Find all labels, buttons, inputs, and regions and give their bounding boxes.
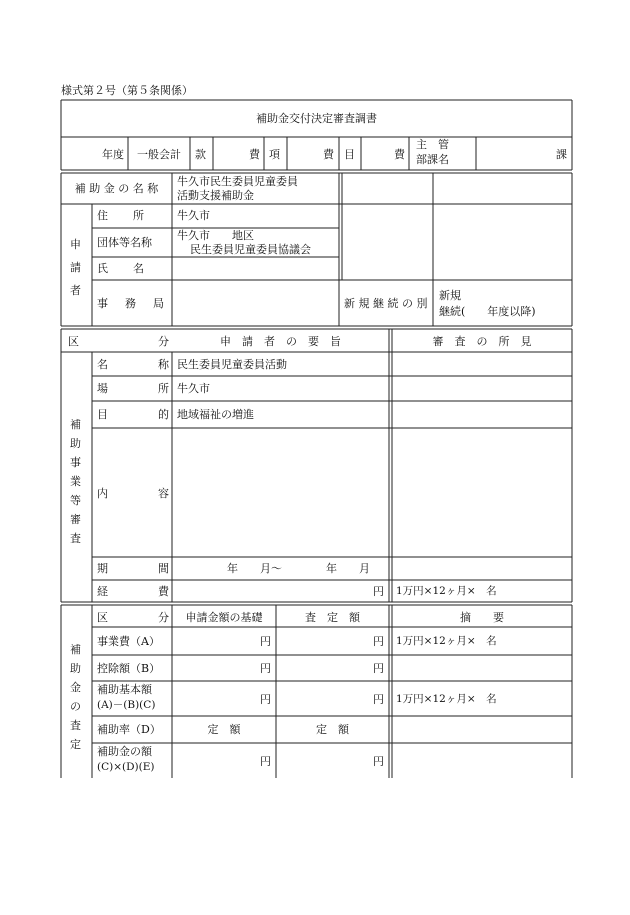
dept-sub-label: 部課名 (416, 153, 449, 166)
row-c-basis: 円 (260, 693, 271, 706)
period-label-1: 期 (97, 562, 108, 575)
row-d-label: 補助率（D） (97, 723, 161, 736)
row-c-label-2: (A)－(B)(C) (97, 699, 156, 711)
budget-year: 年度 (102, 148, 124, 161)
row-a-summary: 1万円×12ヶ月× 名 (396, 635, 497, 647)
budget-moku-hi: 費 (323, 148, 334, 161)
review-side-4: 業 (70, 475, 81, 488)
row-e-label-2: (C)×(D)(E) (97, 761, 155, 773)
name-label-2: 称 (158, 358, 169, 371)
amount-side-5: 査 (70, 719, 81, 732)
org-label: 団体等名称 (97, 236, 152, 249)
subsidy-name-value-2: 活動支援補助金 (177, 189, 254, 202)
summary-header: 摘 要 (460, 611, 504, 624)
form-number: 様式第２号（第５条関係） (61, 84, 193, 97)
purpose-label-1: 目 (97, 408, 108, 421)
applicant-summary-header: 申 請 者 の 要 旨 (220, 335, 341, 348)
assessed-header: 査 定 額 (305, 611, 360, 624)
org-value-1: 牛久市 地区 (177, 229, 254, 242)
expense-label-1: 経 (97, 585, 108, 598)
new-option: 新規 (439, 289, 461, 302)
budget-setsu-hi: 費 (394, 148, 405, 161)
expense-note: 1万円×12ヶ月× 名 (396, 585, 497, 597)
budget-ka: 課 (556, 148, 567, 161)
expense-label-2: 費 (158, 585, 169, 598)
review-side-6: 審 (70, 513, 81, 526)
row-c-label-1: 補助基本額 (97, 683, 152, 696)
continue-option: 継続( 年度以降) (439, 305, 536, 318)
review-side-3: 事 (70, 456, 81, 469)
amount-division-2: 分 (158, 611, 169, 624)
row-d-assessed: 定 額 (316, 723, 349, 736)
subsidy-name-value-1: 牛久市民生委員児童委員 (177, 175, 298, 188)
row-a-assessed: 円 (373, 635, 384, 648)
address-value: 牛久市 (177, 209, 210, 222)
purpose-value: 地域福祉の増進 (177, 408, 254, 421)
row-d-basis: 定 額 (207, 723, 241, 736)
amount-side-2: 助 (70, 662, 81, 675)
row-a-basis: 円 (260, 635, 271, 648)
review-side-1: 補 (70, 418, 81, 431)
subsidy-name-label: 補 助 金 の 名 称 (74, 182, 159, 195)
applicant-label-1: 申 (70, 238, 81, 251)
row-b-assessed: 円 (373, 662, 384, 675)
budget-kan: 款 (195, 148, 206, 161)
period-label-2: 間 (158, 562, 169, 575)
document-title: 補助金交付決定審査調書 (256, 112, 377, 125)
review-findings-header: 審 査 の 所 見 (432, 335, 532, 348)
review-side-2: 助 (70, 437, 81, 450)
row-e-basis: 円 (260, 755, 271, 768)
address-label: 住 所 (97, 209, 145, 222)
basis-header: 申請金額の基礎 (185, 611, 263, 624)
amount-side-1: 補 (70, 643, 81, 656)
budget-account: 一般会計 (137, 148, 181, 161)
row-e-label-1: 補助金の額 (97, 745, 152, 758)
purpose-label-2: 的 (158, 408, 169, 421)
row-e-assessed: 円 (373, 755, 384, 768)
row-c-summary: 1万円×12ヶ月× 名 (396, 693, 497, 705)
content-label-2: 容 (158, 487, 169, 500)
amount-division-1: 区 (97, 611, 108, 624)
row-b-label: 控除額（B） (97, 662, 161, 675)
review-side-7: 査 (70, 532, 81, 545)
office-label: 事 務 局 (97, 297, 167, 310)
amount-side-3: 金 (70, 681, 81, 694)
amount-side-4: の (70, 700, 81, 713)
name-value: 民生委員児童委員活動 (177, 358, 287, 371)
row-c-assessed: 円 (373, 693, 384, 706)
budget-kou: 項 (269, 148, 280, 161)
review-division-1: 区 (68, 335, 79, 348)
period-value: 年 月～ 年 月 (227, 562, 370, 575)
new-continue-label: 新 規 継 続 の 別 (344, 297, 428, 310)
applicant-label-3: 者 (70, 284, 81, 297)
review-side-5: 等 (70, 494, 81, 507)
place-value: 牛久市 (177, 382, 210, 395)
name-label-1: 名 (97, 358, 108, 371)
amount-side-6: 定 (70, 738, 81, 751)
review-division-2: 分 (158, 335, 169, 348)
applicant-label-2: 請 (70, 261, 81, 274)
budget-moku: 目 (344, 148, 355, 161)
place-label-1: 場 (97, 382, 108, 395)
row-b-basis: 円 (260, 662, 271, 675)
budget-kou-hi: 費 (249, 148, 260, 161)
expense-unit: 円 (373, 585, 384, 598)
place-label-2: 所 (158, 382, 169, 395)
org-value-2: 民生委員児童委員協議会 (190, 243, 311, 256)
content-label-1: 内 (97, 487, 108, 500)
dept-main-label: 主 管 (416, 138, 449, 151)
row-a-label: 事業費（A） (97, 635, 160, 648)
person-name-label: 氏 名 (97, 262, 145, 275)
